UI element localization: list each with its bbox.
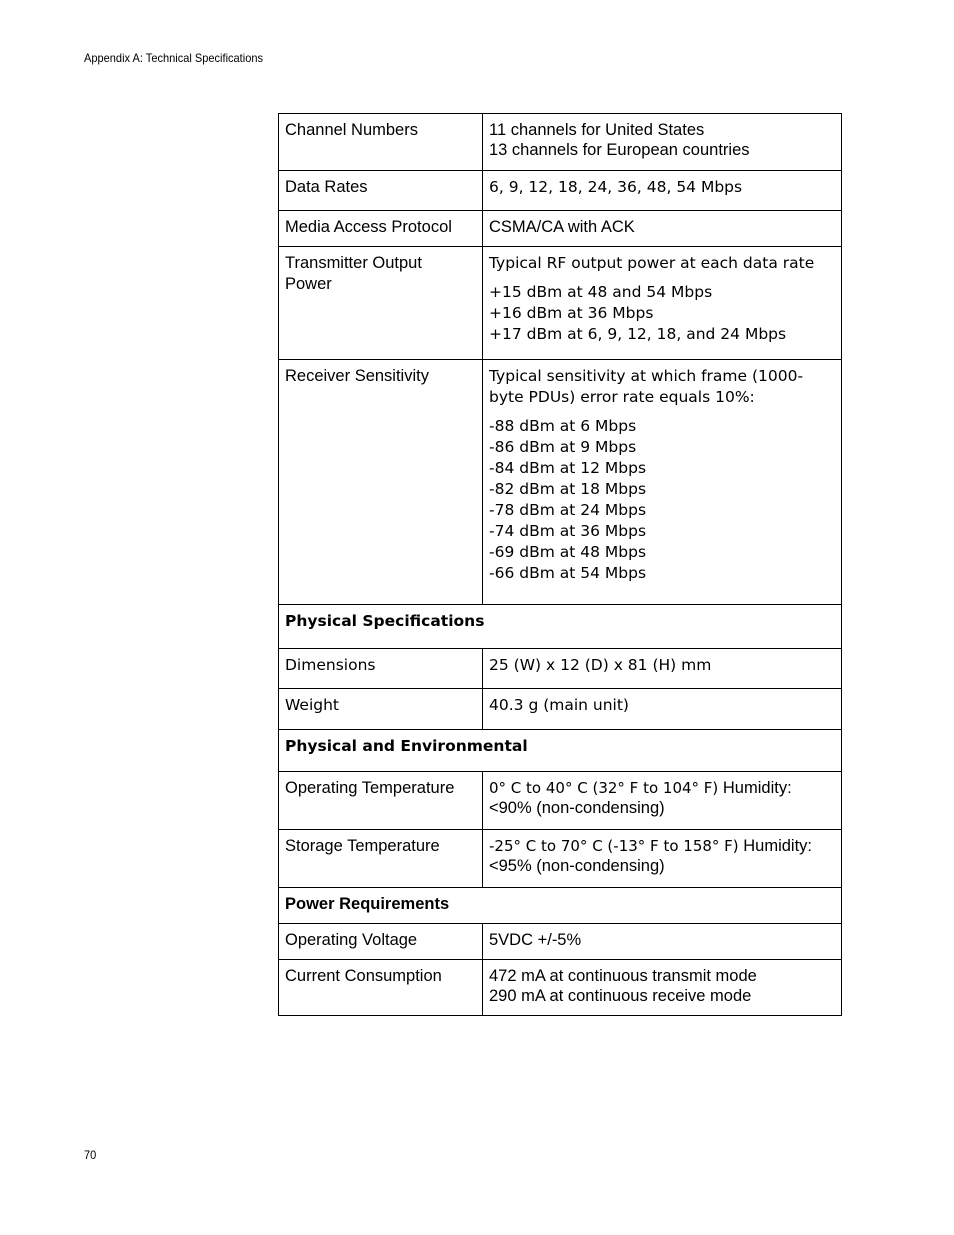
row-value-transmitter-power bbox=[483, 247, 842, 360]
table-row bbox=[279, 924, 842, 960]
value-line: -69 dBm at 48 Mbps bbox=[489, 543, 647, 561]
row-value-data-rates: 6, 9, 12, 18, 24, 36, 48, 54 Mbps bbox=[483, 171, 842, 211]
label-line: Transmitter Output bbox=[285, 254, 422, 272]
value-line: -66 dBm at 54 Mbps bbox=[489, 564, 647, 582]
row-label-media-access: Media Access Protocol bbox=[279, 211, 483, 247]
row-label-operating-temperature: Operating Temperature bbox=[279, 772, 483, 830]
row-label-receiver-sensitivity: Receiver Sensitivity bbox=[279, 360, 483, 605]
value-line: -88 dBm at 6 Mbps bbox=[489, 417, 637, 435]
value-list bbox=[489, 416, 835, 584]
row-value-operating-temperature bbox=[483, 772, 842, 830]
table-row bbox=[279, 830, 842, 888]
row-label-dimensions: Dimensions bbox=[279, 649, 483, 689]
row-label-transmitter-power bbox=[279, 247, 483, 360]
row-value-current-consumption bbox=[483, 960, 842, 1016]
running-head: Appendix A: Technical Specifications bbox=[84, 51, 264, 65]
value-intro: Typical sensitivity at which frame (1000-byte PDUs) error rate equals 10%: bbox=[489, 367, 804, 406]
section-heading-physical-specifications: Physical Specifications bbox=[279, 605, 842, 649]
spec-table bbox=[278, 113, 842, 1016]
value-line: -84 dBm at 12 Mbps bbox=[489, 459, 647, 477]
value-line: 290 mA at continuous receive mode bbox=[489, 987, 752, 1005]
value-intro: Typical RF output power at each data rate bbox=[489, 254, 815, 272]
row-label-channel-numbers: Channel Numbers bbox=[279, 114, 483, 171]
table-row bbox=[279, 247, 842, 360]
row-value-operating-voltage: 5VDC +/-5% bbox=[483, 924, 842, 960]
value-humidity: Humidity: <95% (non-condensing) bbox=[489, 837, 813, 875]
value-line: -78 dBm at 24 Mbps bbox=[489, 501, 647, 519]
row-label-current-consumption: Current Consumption bbox=[279, 960, 483, 1016]
table-row bbox=[279, 689, 842, 730]
page-number: 70 bbox=[84, 1148, 97, 1162]
table-row bbox=[279, 888, 842, 924]
table-row bbox=[279, 605, 842, 649]
value-humidity: Humidity: <90% (non-condensing) bbox=[489, 779, 792, 817]
row-value-dimensions: 25 (W) x 12 (D) x 81 (H) mm bbox=[483, 649, 842, 689]
label-line: Power bbox=[285, 275, 332, 293]
row-value-media-access: CSMA/CA with ACK bbox=[483, 211, 842, 247]
value-line: 13 channels for European countries bbox=[489, 141, 750, 159]
value-list bbox=[489, 282, 835, 345]
value-temperature: -25° C to 70° C (-13° F to 158° F) bbox=[489, 837, 739, 855]
value-line: 11 channels for United States bbox=[489, 121, 705, 139]
value-line: -74 dBm at 36 Mbps bbox=[489, 522, 647, 540]
row-value-weight: 40.3 g (main unit) bbox=[483, 689, 842, 730]
row-value-channel-numbers bbox=[483, 114, 842, 171]
section-heading-physical-environmental: Physical and Environmental bbox=[279, 730, 842, 772]
row-value-storage-temperature bbox=[483, 830, 842, 888]
value-line: -82 dBm at 18 Mbps bbox=[489, 480, 647, 498]
section-heading-power-requirements: Power Requirements bbox=[279, 888, 842, 924]
row-label-storage-temperature: Storage Temperature bbox=[279, 830, 483, 888]
value-line: +16 dBm at 36 Mbps bbox=[489, 304, 654, 322]
value-line: +17 dBm at 6, 9, 12, 18, and 24 Mbps bbox=[489, 325, 787, 343]
table-row bbox=[279, 211, 842, 247]
row-label-operating-voltage: Operating Voltage bbox=[279, 924, 483, 960]
table-row bbox=[279, 730, 842, 772]
table-row bbox=[279, 360, 842, 605]
row-label-weight: Weight bbox=[279, 689, 483, 730]
table-row bbox=[279, 114, 842, 171]
table-row bbox=[279, 772, 842, 830]
row-value-receiver-sensitivity bbox=[483, 360, 842, 605]
value-temperature: 0° C to 40° C (32° F to 104° F) bbox=[489, 779, 719, 797]
row-label-data-rates: Data Rates bbox=[279, 171, 483, 211]
value-line: +15 dBm at 48 and 54 Mbps bbox=[489, 283, 713, 301]
table-row bbox=[279, 171, 842, 211]
value-line: -86 dBm at 9 Mbps bbox=[489, 438, 637, 456]
table-row bbox=[279, 960, 842, 1016]
table-row bbox=[279, 649, 842, 689]
value-line: 472 mA at continuous transmit mode bbox=[489, 967, 757, 985]
